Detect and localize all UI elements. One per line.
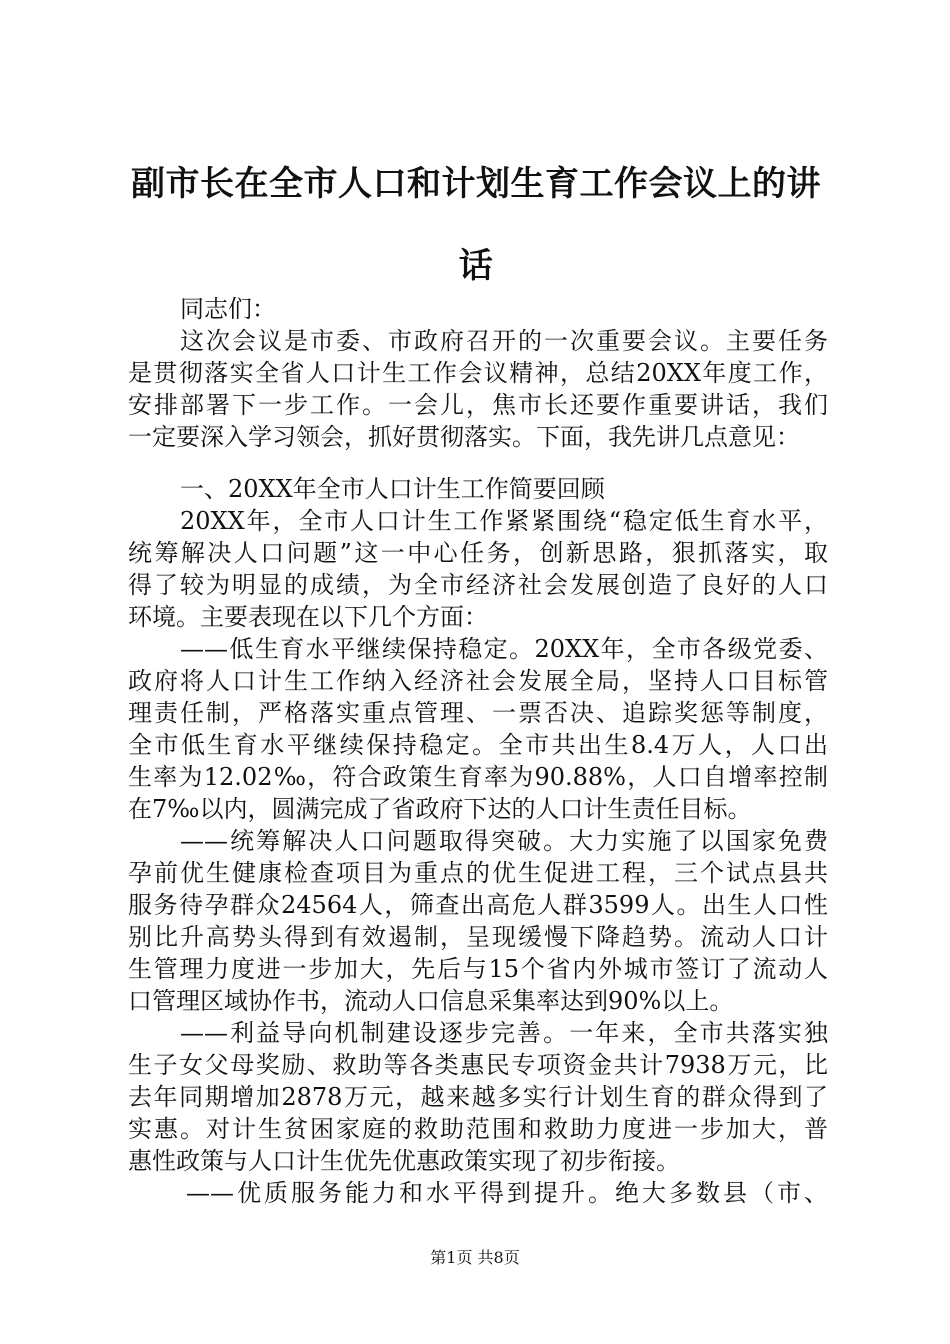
body-text-line: 一、20XX年全市人口计生工作简要回顾 (180, 475, 605, 503)
body-text-line: 孕前优生健康检查项目为重点的优生促进工程，三个试点县共 (128, 859, 828, 887)
body-text-line: 得了较为明显的成绩，为全市经济社会发展创造了良好的人口 (128, 571, 828, 599)
paragraph-gap (128, 453, 828, 473)
body-text-line: 生子女父母奖励、救助等各类惠民专项资金共计7938万元，比 (128, 1051, 828, 1079)
body-text-line: 生率为12.02‰，符合政策生育率为90.88%，人口自增率控制 (128, 763, 828, 791)
body-text-line: ——优质服务能力和水平得到提升。绝大多数县（市、 (186, 1179, 828, 1207)
body-text-line: ——统筹解决人口问题取得突破。大力实施了以国家免费 (180, 827, 828, 855)
body-text-line: 20XX年，全市人口计生工作紧紧围绕“稳定低生育水平， (180, 507, 828, 535)
document-title-line-1: 副市长在全市人口和计划生育工作会议上的讲 (131, 164, 821, 204)
body-text-line: 全市低生育水平继续保持稳定。全市共出生8.4万人，人口出 (128, 731, 828, 759)
body-text-line: 环境。主要表现在以下几个方面： (128, 603, 488, 631)
body-text-line: 去年同期增加2878万元，越来越多实行计划生育的群众得到了 (128, 1083, 828, 1111)
body-text-line: 一定要深入学习领会，抓好贯彻落实。下面，我先讲几点意见： (128, 423, 800, 451)
document-title-line-2: 话 (458, 246, 494, 286)
body-text-line: 惠性政策与人口计生优先优惠政策实现了初步衔接。 (128, 1147, 680, 1175)
body-text-line: 实惠。对计生贫困家庭的救助范围和救助力度进一步加大，普 (128, 1115, 828, 1143)
body-text-line: 生管理力度进一步加大，先后与15个省内外城市签订了流动人 (128, 955, 828, 983)
body-text-line: ——利益导向机制建设逐步完善。一年来，全市共落实独 (180, 1019, 828, 1047)
body-text-line: 别比升高势头得到有效遏制，呈现缓慢下降趋势。流动人口计 (128, 923, 828, 951)
body-text-line: 同志们： (180, 295, 276, 323)
body-text-line: 是贯彻落实全省人口计生工作会议精神，总结20XX年度工作， (128, 359, 828, 387)
document-body (128, 293, 828, 1209)
body-text-line: 理责任制，严格落实重点管理、一票否决、追踪奖惩等制度， (128, 699, 828, 727)
body-text-line: 在7‰以内，圆满完成了省政府下达的人口计生责任目标。 (128, 795, 752, 823)
body-text-line: ——低生育水平继续保持稳定。20XX年，全市各级党委、 (180, 635, 828, 663)
body-text-line: 政府将人口计生工作纳入经济社会发展全局，坚持人口目标管 (128, 667, 828, 695)
body-text-line: 口管理区域协作书，流动人口信息采集率达到90%以上。 (128, 987, 734, 1015)
body-text-line: 这次会议是市委、市政府召开的一次重要会议。主要任务 (180, 327, 828, 355)
page-footer: 第1页 共8页 (430, 1248, 520, 1267)
body-text-line: 统筹解决人口问题”这一中心任务，创新思路，狠抓落实，取 (128, 539, 828, 567)
body-text-line: 安排部署下一步工作。一会儿，焦市长还要作重要讲话，我们 (128, 391, 828, 419)
body-text-line: 服务待孕群众24564人，筛查出高危人群3599人。出生人口性 (128, 891, 828, 919)
